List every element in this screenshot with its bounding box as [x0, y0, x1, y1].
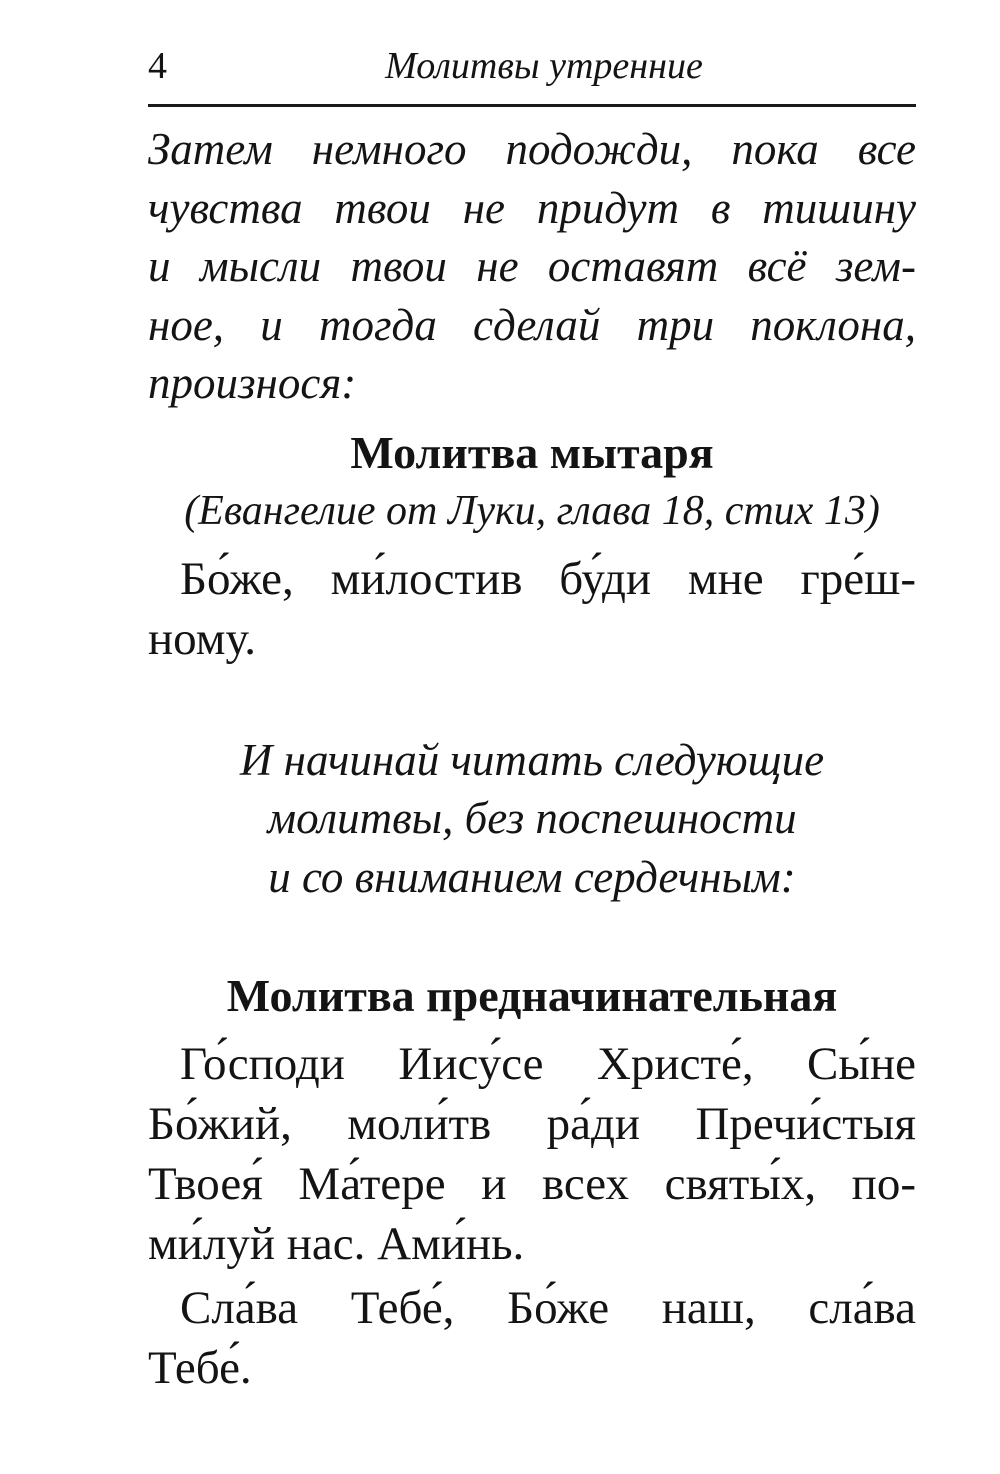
scripture-reference: (Евангелие от Луки, глава 18, стих 13) [184, 487, 880, 534]
rubric-line: чувства твои не придут в тишину [148, 182, 916, 233]
prayer-line: Тебе́. [148, 1342, 252, 1394]
reading-rubric [148, 731, 916, 907]
rubric-line: произнося: [148, 358, 357, 408]
rubric-line: молитвы, без поспешности [267, 793, 797, 843]
page-number: 4 [148, 45, 167, 87]
rubric-line: и со вниманием сердечным: [268, 851, 796, 902]
running-title: Молитвы утренние [385, 45, 703, 87]
page-header [148, 40, 916, 100]
prayer-line: Бо́же, ми́лостив бу́ди мне гре́ш- [180, 552, 916, 605]
rubric-line: Затем немного подожди, пока все [148, 124, 916, 174]
glory-paragraph [148, 1278, 916, 1398]
intro-rubric [148, 120, 916, 413]
prayer-line: Твоея́ Ма́тере и всех святы́х, по- [148, 1158, 916, 1210]
publican-prayer-title: Молитва мытаря [350, 426, 714, 478]
initial-prayer-paragraph [148, 1034, 916, 1274]
prayer-line: Бо́жий, моли́тв ра́ди Пречи́стыя [148, 1098, 916, 1150]
rubric-line: и мысли твои не оставят всё зем- [148, 241, 916, 291]
prayer-line: ному. [148, 612, 257, 665]
prayer-line: Сла́ва Тебе́, Бо́же наш, сла́ва [180, 1282, 916, 1334]
initial-prayer-title: Молитва предначинательная [226, 970, 838, 1021]
page-content [148, 120, 916, 1398]
prayer-line: Го́споди Иису́се Христе́, Сы́не [180, 1038, 916, 1090]
prayer-line: ми́луй нас. Ами́нь. [148, 1218, 525, 1270]
header-rule [148, 104, 916, 107]
rubric-line: ное, и тогда сделай три поклона, [148, 299, 916, 350]
rubric-line: И начинай читать следующие [239, 734, 825, 785]
publican-prayer-text [148, 549, 916, 669]
